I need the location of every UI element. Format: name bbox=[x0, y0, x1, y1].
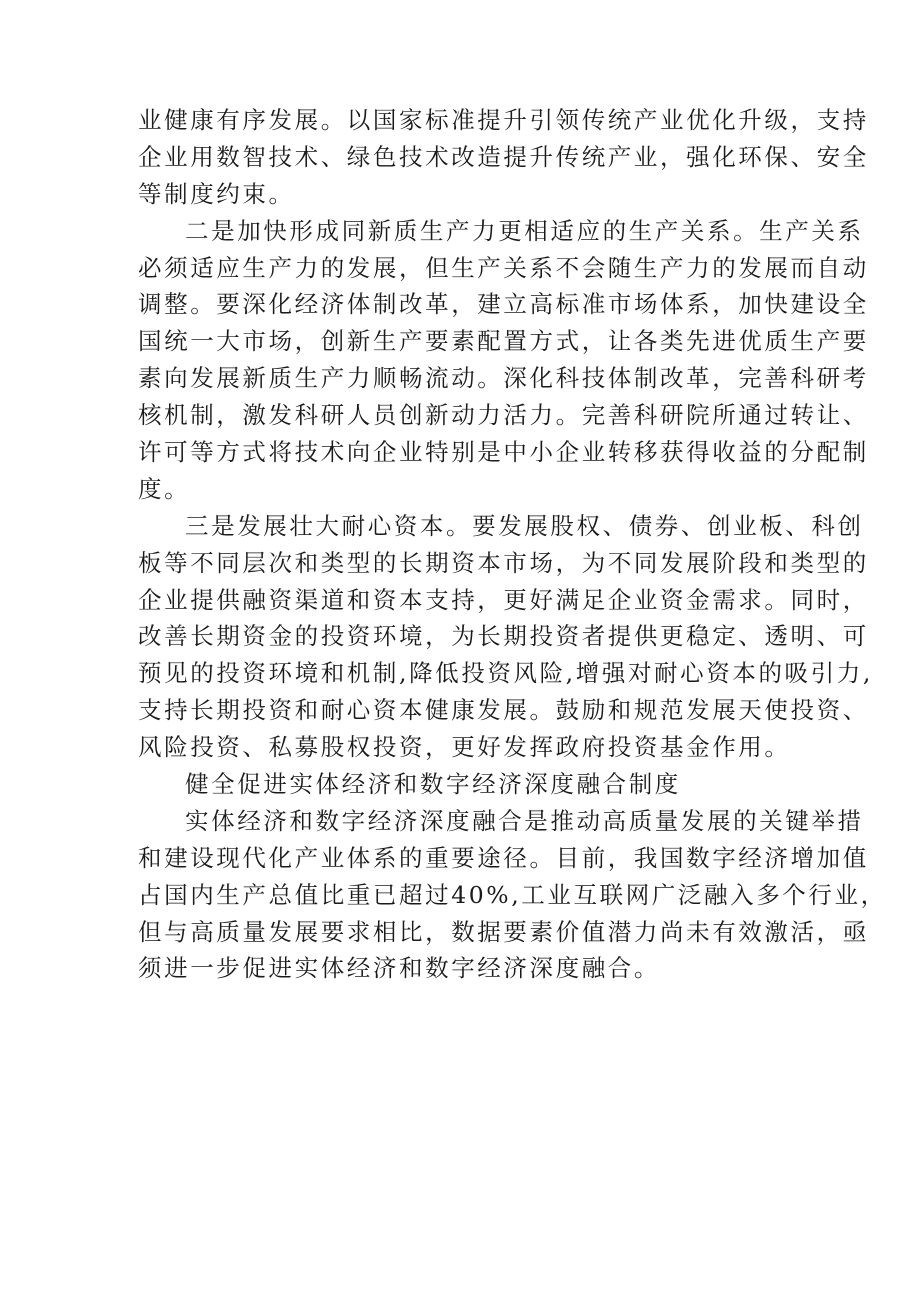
paragraph bbox=[138, 510, 873, 764]
text-line: 二是加快形成同新质生产力更相适应的生产关系。生产关系 bbox=[185, 216, 864, 245]
text-line: 国统一大市场，创新生产要素配置方式，让各类先进优质生产要 bbox=[138, 327, 869, 356]
text-line: 但与高质量发展要求相比，数据要素价值潜力尚未有效激活，亟 bbox=[138, 917, 869, 946]
text-line: 许可等方式将技术向企业特别是中小企业转移获得收益的分配制 bbox=[138, 438, 869, 467]
text-line: 素向发展新质生产力顺畅流动。深化科技体制改革，完善科研考 bbox=[138, 364, 869, 393]
text-line: 度。 bbox=[138, 474, 191, 503]
text-line: 三是发展壮大耐心资本。要发展股权、债券、创业板、科创 bbox=[185, 511, 864, 540]
paragraph bbox=[138, 104, 869, 211]
text-line: 须进一步促进实体经济和数字经济深度融合。 bbox=[138, 954, 660, 983]
text-line: 预见的投资环境和机制,降低投资风险,增强对耐心资本的吸引力, bbox=[138, 659, 873, 688]
paragraph bbox=[138, 805, 887, 986]
text-line: 企业用数智技术、绿色技术改造提升传统产业，强化环保、安全 bbox=[138, 142, 869, 171]
text-line: 板等不同层次和类型的长期资本市场，为不同发展阶段和类型的 bbox=[138, 548, 869, 577]
paragraph bbox=[138, 215, 869, 506]
text-line: 占国内生产总值比重已超过40%,工业互联网广泛融入多个行业， bbox=[138, 880, 887, 909]
text-line: 风险投资、私募股权投资，更好发挥政府投资基金作用。 bbox=[138, 733, 791, 762]
text-line: 核机制，激发科研人员创新动力活力。完善科研院所通过转让、 bbox=[138, 401, 869, 430]
text-line: 和建设现代化产业体系的重要途径。目前，我国数字经济增加值 bbox=[138, 843, 869, 872]
text-line: 支持长期投资和耐心资本健康发展。鼓励和规范发展天使投资、 bbox=[138, 696, 869, 725]
text-line: 业健康有序发展。以国家标准提升引领传统产业优化升级，支持 bbox=[138, 106, 869, 134]
text-line: 企业提供融资渠道和资本支持，更好满足企业资金需求。同时， bbox=[138, 585, 869, 614]
section-heading bbox=[138, 768, 808, 801]
heading-text: 健全促进实体经济和数字经济深度融合制度 bbox=[185, 770, 681, 799]
text-line: 必须适应生产力的发展，但生产关系不会随生产力的发展而自动 bbox=[138, 253, 869, 282]
text-line: 改善长期资金的投资环境，为长期投资者提供更稳定、透明、可 bbox=[138, 622, 869, 651]
text-line: 实体经济和数字经济深度融合是推动高质量发展的关键举措 bbox=[185, 806, 864, 835]
text-line: 调整。要深化经济体制改革，建立高标准市场体系，加快建设全 bbox=[138, 290, 869, 319]
text-line: 等制度约束。 bbox=[138, 179, 295, 208]
